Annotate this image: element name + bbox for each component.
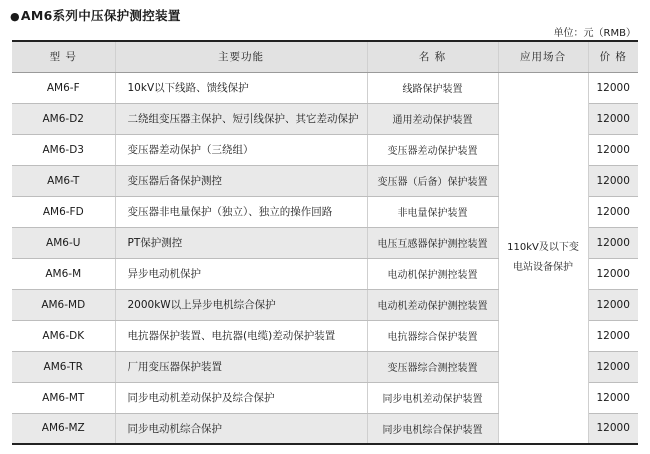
cell-model: AM6-FD (12, 196, 115, 227)
cell-model: AM6-F (12, 72, 115, 103)
cell-name: 非电量保护装置 (367, 196, 498, 227)
table-row (12, 72, 638, 103)
cell-function: PT保护测控 (115, 227, 367, 258)
cell-name: 线路保护装置 (367, 72, 498, 103)
column-header-price: 价 格 (588, 41, 638, 72)
cell-price: 12000 (588, 382, 638, 413)
cell-function: 二绕组变压器主保护、短引线保护、其它差动保护 (115, 103, 367, 134)
cell-model: AM6-U (12, 227, 115, 258)
cell-model: AM6-MZ (12, 413, 115, 444)
cell-price: 12000 (588, 351, 638, 382)
page-title-text: AM6系列中压保护测控装置 (20, 8, 181, 23)
cell-price: 12000 (588, 320, 638, 351)
column-header-model: 型 号 (12, 41, 115, 72)
cell-model: AM6-MT (12, 382, 115, 413)
unit-label: 单位：元（RMB） (553, 28, 636, 39)
cell-name: 变压器差动保护装置 (367, 134, 498, 165)
cell-model: AM6-D3 (12, 134, 115, 165)
cell-name: 电抗器综合保护装置 (367, 320, 498, 351)
cell-model: AM6-T (12, 165, 115, 196)
price-table (12, 40, 638, 445)
cell-name: 变压器（后备）保护装置 (367, 165, 498, 196)
cell-function: 同步电动机综合保护 (115, 413, 367, 444)
cell-price: 12000 (588, 413, 638, 444)
cell-name: 电动机保护测控装置 (367, 258, 498, 289)
cell-function: 同步电动机差动保护及综合保护 (115, 382, 367, 413)
cell-model: AM6-MD (12, 289, 115, 320)
cell-price: 12000 (588, 289, 638, 320)
column-header-function: 主要功能 (115, 41, 367, 72)
cell-function: 变压器非电量保护（独立）、独立的操作回路 (115, 196, 367, 227)
cell-model: AM6-TR (12, 351, 115, 382)
cell-function: 10kV以下线路、馈线保护 (115, 72, 367, 103)
cell-application: 110kV及以下变电站设备保护 (498, 72, 588, 444)
cell-name: 同步电机综合保护装置 (367, 413, 498, 444)
cell-name: 变压器综合测控装置 (367, 351, 498, 382)
cell-model: AM6-DK (12, 320, 115, 351)
cell-price: 12000 (588, 72, 638, 103)
cell-name: 通用差动保护装置 (367, 103, 498, 134)
cell-price: 12000 (588, 165, 638, 196)
page-title (10, 6, 181, 24)
cell-name: 电动机差动保护测控装置 (367, 289, 498, 320)
cell-function: 变压器差动保护（三绕组） (115, 134, 367, 165)
cell-model: AM6-D2 (12, 103, 115, 134)
cell-function: 厂用变压器保护装置 (115, 351, 367, 382)
column-header-name: 名 称 (367, 41, 498, 72)
cell-name: 同步电机差动保护装置 (367, 382, 498, 413)
cell-price: 12000 (588, 258, 638, 289)
column-header-application: 应用场合 (498, 41, 588, 72)
cell-price: 12000 (588, 227, 638, 258)
cell-name: 电压互感器保护测控装置 (367, 227, 498, 258)
cell-function: 2000kW以上异步电机综合保护 (115, 289, 367, 320)
bullet-icon: ● (10, 10, 20, 23)
cell-model: AM6-M (12, 258, 115, 289)
cell-price: 12000 (588, 103, 638, 134)
cell-price: 12000 (588, 134, 638, 165)
table-header-row (12, 41, 638, 72)
cell-function: 变压器后备保护测控 (115, 165, 367, 196)
cell-price: 12000 (588, 196, 638, 227)
cell-function: 异步电动机保护 (115, 258, 367, 289)
cell-function: 电抗器保护装置、电抗器(电缆)差动保护装置 (115, 320, 367, 351)
